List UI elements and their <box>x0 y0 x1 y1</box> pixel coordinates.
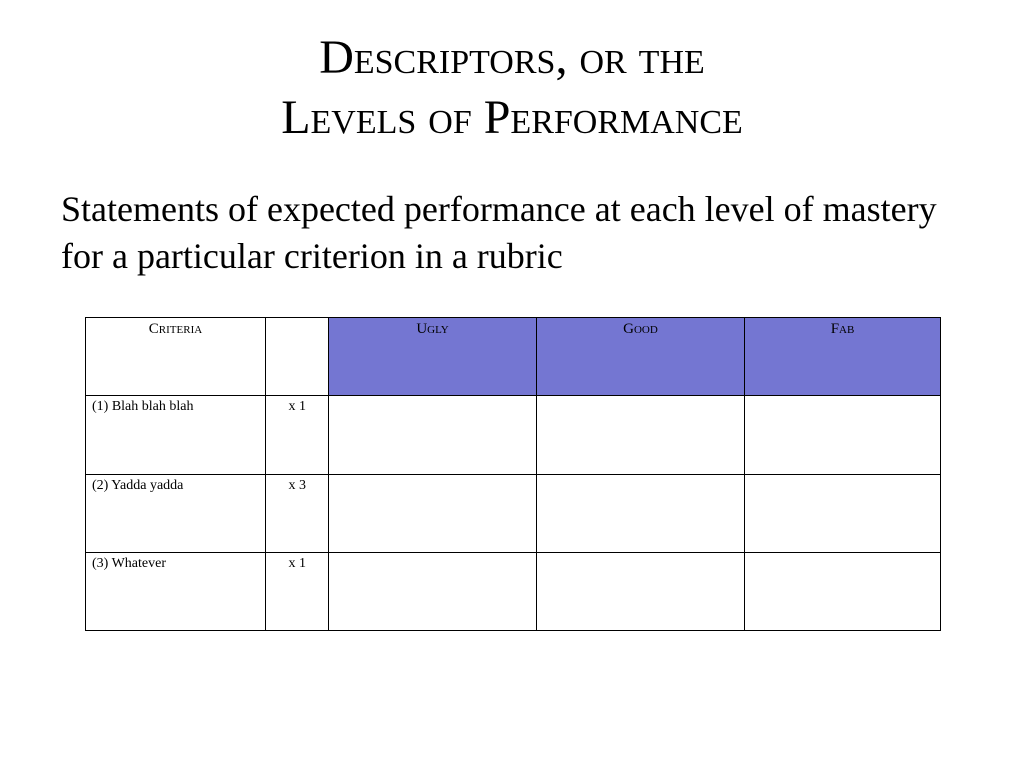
slide-body-text: Statements of expected performance at each level of mastery for a particular criterion in a rubric <box>61 189 937 276</box>
descriptor-cell-ugly <box>329 552 537 630</box>
header-level-good: Good <box>537 318 745 396</box>
criterion-cell: (2) Yadda yadda <box>86 474 266 552</box>
descriptor-cell-good <box>537 474 745 552</box>
descriptor-cell-fab <box>745 396 941 474</box>
header-weight <box>266 318 329 396</box>
header-criteria: Criteria <box>86 318 266 396</box>
weight-cell: x 1 <box>266 396 329 474</box>
weight-cell: x 3 <box>266 474 329 552</box>
slide-title <box>0 28 1024 148</box>
descriptor-cell-fab <box>745 474 941 552</box>
descriptor-cell-fab <box>745 552 941 630</box>
rubric-table <box>85 317 941 631</box>
descriptor-cell-ugly <box>329 474 537 552</box>
descriptor-cell-good <box>537 552 745 630</box>
rubric-header-row <box>86 318 941 396</box>
weight-cell: x 1 <box>266 552 329 630</box>
header-level-fab: Fab <box>745 318 941 396</box>
descriptor-cell-good <box>537 396 745 474</box>
header-level-ugly: Ugly <box>329 318 537 396</box>
criterion-cell: (3) Whatever <box>86 552 266 630</box>
slide-title-line-1: Descriptors, or the <box>319 31 705 84</box>
rubric-row <box>86 396 941 474</box>
rubric-row <box>86 552 941 630</box>
rubric-row <box>86 474 941 552</box>
descriptor-cell-ugly <box>329 396 537 474</box>
slide-title-line-2: Levels of Performance <box>281 91 743 144</box>
criterion-cell: (1) Blah blah blah <box>86 396 266 474</box>
